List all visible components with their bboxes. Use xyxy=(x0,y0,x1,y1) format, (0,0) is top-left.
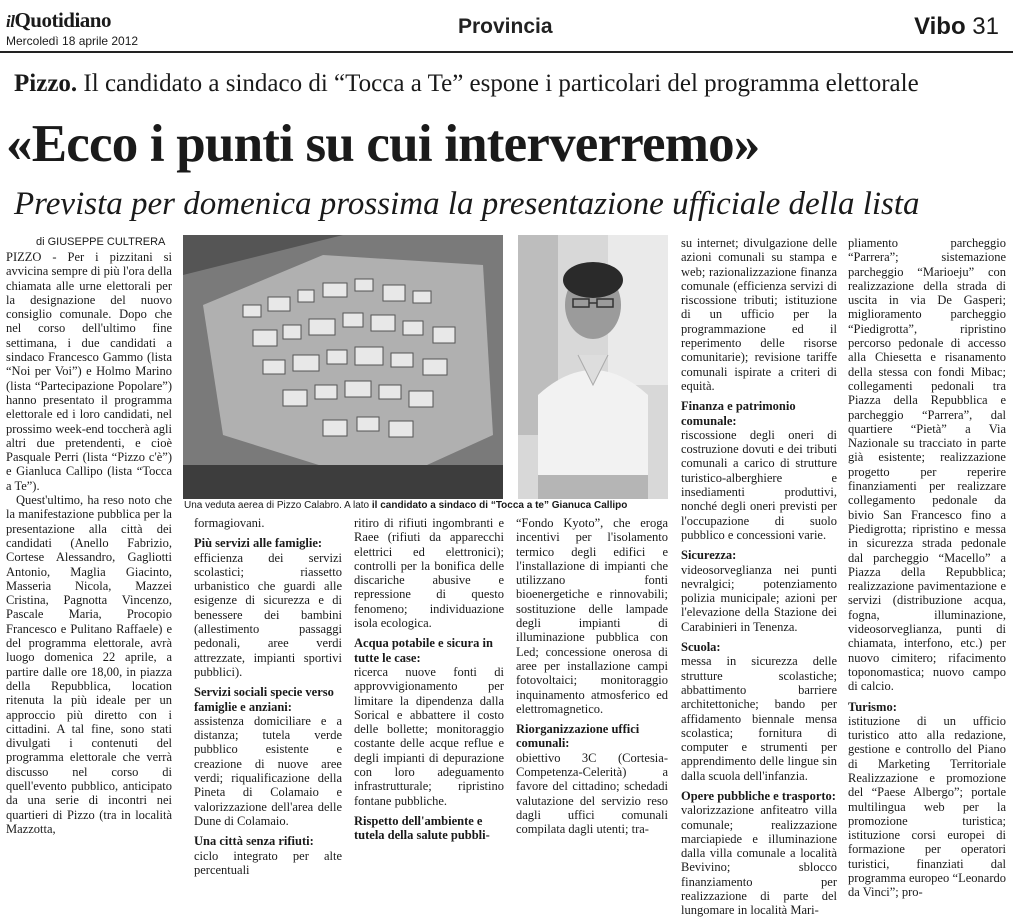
page-header xyxy=(0,0,1013,50)
section-heading-acqua: Acqua potabile e sicura in tutte le case: xyxy=(354,636,493,665)
kicker-text: Il candidato a sindaco di “Tocca a Te” espone i particolari del programma elettorale xyxy=(77,70,919,97)
section-heading-sicurezza: Sicurezza: xyxy=(681,548,737,563)
masthead-il: il xyxy=(6,12,15,31)
article-kicker xyxy=(14,70,919,98)
page-reference xyxy=(914,13,999,41)
section-heading-uffici: Riorganizzazione uffici comunali: xyxy=(516,722,640,751)
header-rule xyxy=(0,51,1013,53)
article-byline: di GIUSEPPE CULTRERA xyxy=(36,236,166,248)
text-column-2 xyxy=(194,516,342,877)
section-heading-finanza: Finanza e patrimonio comunale: xyxy=(681,399,796,428)
paragraph: ciclo integrato per alte percentuali xyxy=(194,848,342,877)
section-title: Provincia xyxy=(458,15,553,38)
paragraph: formagiovani. xyxy=(194,516,265,530)
text-column-6 xyxy=(848,236,1006,900)
issue-date: Mercoledì 18 aprile 2012 xyxy=(6,34,139,48)
paragraph: “Fondo Kyoto”, che eroga incentivi per l'isolamento termico degli edifici e l'installazione di impianti che utilizzano fonti bioenergetiche e rinnovabili; sostituzione delle lampade degli impianti di illuminazione pubblica con Led; concessione onerosa di aree per installazione campi fotovoltaici; monitoraggio inquinamento atmosferico ed elettromagnetico. xyxy=(516,516,668,716)
paragraph: pliamento parcheggio “Parrera”; sistemazione parcheggio “Marioeju” con realizzazione della strada di uscita in via De Gasperi; miglioramento parcheggio “Piedigrotta”, ripristino percorso pedonale di accesso alla Chiesetta e risanamento della stessa con fondi Mibac; collegamenti pedonali tra Piazza della Repubblica e parcheggio “Parrera”, dal quartiere “Pietà” a Via Nazionale su tracciato in parte già esistente; realizzazione progetto per reperire finanziamenti per realizzare collegamento pedonale da bivio San Francesco fino a Piedigrotta; ripristino e messa in sicurezza strada pedonale dal parcheggio “Macello” a Piazza della Repubblica; realizzazione pavimentazione e servizi (distribuzione acqua, fogna, illuminazione, videosorveglianza, punti di chiamata, interfono, etc.) per nuovo cimitero; rifacimento toponomastica; nuovo campo di calcio. xyxy=(848,236,1006,694)
kicker-place: Pizzo. xyxy=(14,70,78,97)
text-column-1 xyxy=(6,250,172,836)
paragraph: efficienza dei servizi scolastici; riassetto urbanistico che guardi alle esigenze di sicurezza e di benessere dei bambini (allestimento passaggi pedonali, aree verdi attrezzate, impianti sportivi pubblici). xyxy=(194,550,342,679)
paragraph: obiettivo 3C (Cortesia-Competenza-Celerità) a favore del cittadino; schedadi valutazione del servizio reso dagli uffici comunali compilata dagli utenti; tra- xyxy=(516,750,668,837)
section-heading-rifiuti: Una città senza rifiuti: xyxy=(194,834,314,849)
paragraph: su internet; divulgazione delle azioni comunali su stampa e web; razionalizzazione finanza comunale (efficienza servizi di riscossione tributi; istituzione di un ufficio per la programmazione ed il reperimento delle risorse comunitarie); revisione tariffe comunali ispirate a criteri di equità. xyxy=(681,236,837,393)
page-city: Vibo xyxy=(914,13,966,40)
page-number: 31 xyxy=(972,13,999,40)
section-heading-ambiente: Rispetto dell'ambiente e tutela della salute pubbli- xyxy=(354,813,490,843)
section-heading-servizi-sociali: Servizi sociali specie verso famiglie e anziani: xyxy=(194,685,334,714)
paragraph: ritiro di rifiuti ingombranti e Raee (rifiuti da apparecchi elettrici ed elettronici); controlli per la bonifica delle discariche abusive e repressione di questo fenomeno; individuazione isola ecologica. xyxy=(354,516,504,631)
paragraph: PIZZO - Per i pizzitani si avvicina sempre di più l'ora della chiamata alle urne elettorali per la designazione del nuovo consiglio comunale. Dopo che nel corso dell'ultimo fine settimana, i due candidati a sindaco Francesco Gammo (lista “Noi per Voi”) e Holmo Marino (lista “Partecipazione Popolare”) hanno presentato il programma elettorale ed i loro candidati, nel prossimo week-end toccherà agli altri due pretendenti, e cioè Pasquale Perri (lista “Pizzo c'è”) e Gianluca Callipo (lista “Tocca a Te”). xyxy=(6,250,172,493)
section-heading-scuola: Scuola: xyxy=(681,640,721,655)
paragraph: valorizzazione anfiteatro villa comunale; realizzazione marciapiede e illuminazione dalla villa comunale a località Bevivino; sblocco finanziamento per realizzazione di parte del lungomare in località Mari- xyxy=(681,803,837,918)
candidate-illustration xyxy=(518,235,668,499)
masthead-name: Quotidiano xyxy=(14,8,111,32)
section-heading-famiglie: Più servizi alle famiglie: xyxy=(194,536,323,551)
caption-bold: il candidato a sindaco di “Tocca a te” Gianuca Callipo xyxy=(371,500,628,511)
article-subhead: Prevista per domenica prossima la presentazione ufficiale della lista xyxy=(14,186,920,222)
masthead xyxy=(6,8,111,33)
text-column-5 xyxy=(681,236,837,918)
paragraph: Quest'ultimo, ha reso noto che la manifestazione pubblica per la presentazione alla città dei candidati (Anello Fabrizio, Cortese Alessandro, Gagliotti Antonio, Maglia Giacinto, Masseria Nicola, Mazzei Cristina, Pagnotta Vincenzo, Pascale Maria, Procopio Francesco e Pulitano Raffaele) e del programma elettorale, avrà luogo domenica 22 aprile, a partire dalle ore 18,00, in piazza della Repubblica, location ritenuta la più ideale per un approccio più diretto con i cittadini. A tal fine, sono stati divulgati i contenuti del programma elettorale che verrà discusso nel corso di quell'evento pubblico, anticipato da una serie di incontri nei quartieri di Pizzo (tra in località Mazzotta, xyxy=(6,493,172,836)
section-heading-turismo: Turismo: xyxy=(848,699,897,714)
section-heading-opere-pubbliche: Opere pubbliche e trasporto: xyxy=(681,788,836,803)
paragraph: riscossione degli oneri di costruzione dovuti e dei tributi comunali a carico di strutture turistico-alberghiere e insediamenti produttivi, nonché degli oneri previsti per l'occupazione di suolo pubblico e concessioni varie. xyxy=(681,427,837,542)
candidate-portrait xyxy=(518,235,668,499)
text-column-3 xyxy=(354,516,504,843)
photo-caption xyxy=(184,500,654,511)
aerial-photo-pizzo xyxy=(183,235,503,499)
paragraph: messa in sicurezza delle strutture scolastiche; abbattimento barriere architettoniche; bando per affidamento biennale mensa scolastica; fornitura di computer e strumenti per apprendimento delle lingue sin dalla scuola dell'infanzia. xyxy=(681,654,837,783)
paragraph: videosorveglianza nei punti nevralgici; potenziamento polizia municipale; azioni per l'elevazione della Stazione dei Carabinieri in Tenenza. xyxy=(681,562,837,634)
paragraph: istituzione di un ufficio turistico atto alla redazione, gestione e controllo del Piano di Marketing Territoriale Realizzazione e promozione del “Paese Albergo”; portale multilingua web per la promozione turistica; istituzione corsi europei di formazione per operatori turistici, finanziati dal programma europeo “Leonardo da Vinci”; pro- xyxy=(848,713,1006,900)
paragraph: assistenza domiciliare e a distanza; tutela verde pubblico esistente e creazione di nuove aree verdi; riqualificazione della Pineta di Colamaio e valorizzazione dell'area delle Dune di Colamaio. xyxy=(194,713,342,828)
paragraph: ricerca nuove fonti di approvvigionamento per limitare la dipendenza dalla Sorical e abbattere il costo delle bollette; monitoraggio costante delle acque reflue e degli impianti di depurazione con loro adeguamento infrastrutturale; ripristino fontane pubbliche. xyxy=(354,664,504,808)
text-column-4 xyxy=(516,516,668,837)
article-headline: «Ecco i punti su cui interverremo» xyxy=(6,115,760,173)
aerial-town-illustration xyxy=(183,235,503,499)
caption-text: Una veduta aerea di Pizzo Calabro. A lato xyxy=(184,500,372,511)
